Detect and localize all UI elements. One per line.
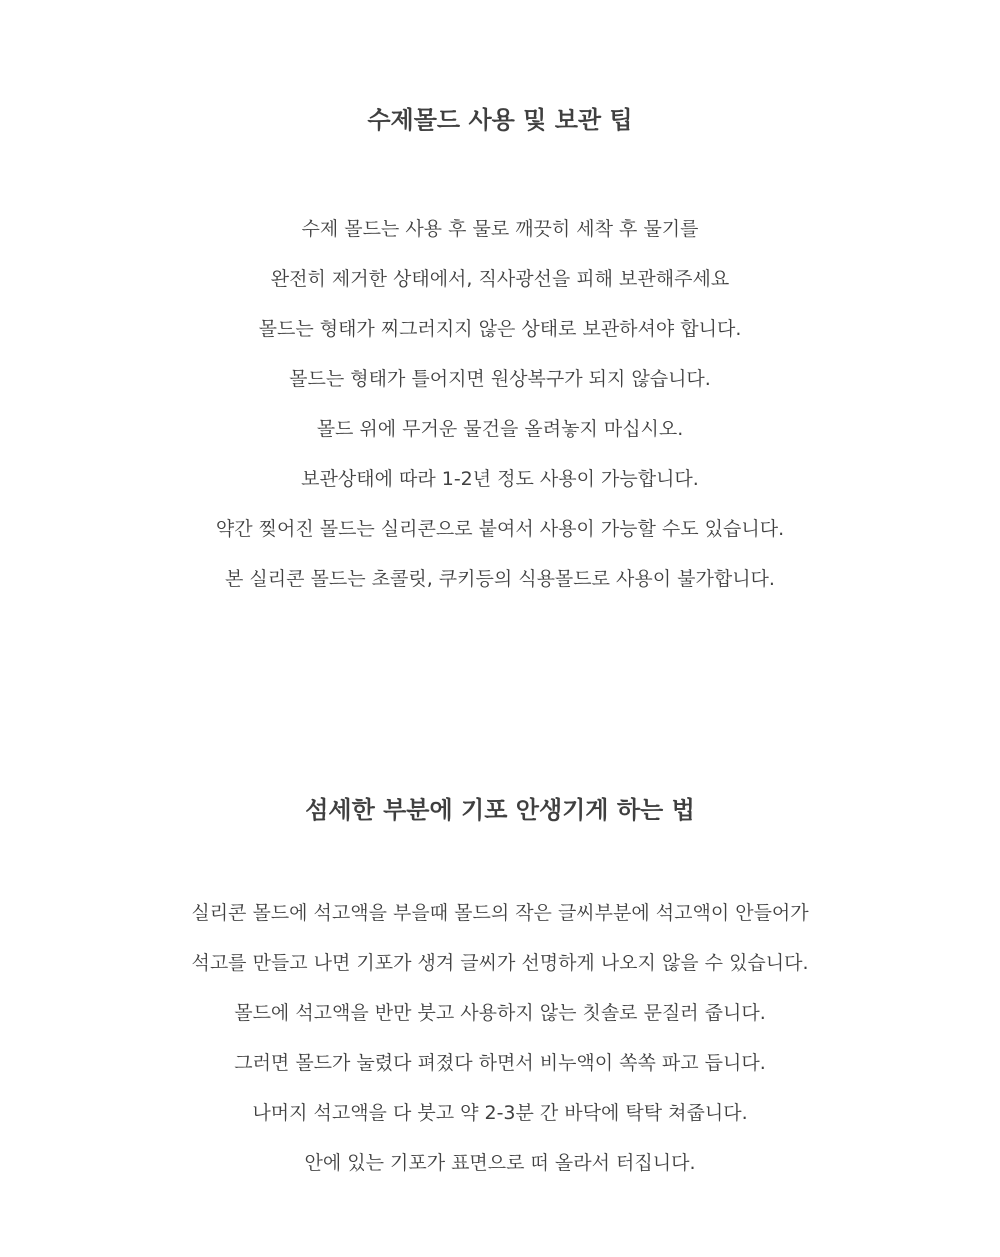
care-tip-line: 몰드는 형태가 틀어지면 원상복구가 되지 않습니다. [289,368,711,390]
care-tip-line: 완전히 제거한 상태에서, 직사광선을 피해 보관해주세요 [270,268,730,290]
bubble-tip-line: 안에 있는 기포가 표면으로 떠 올라서 터집니다. [304,1152,696,1174]
care-tips-title: 수제몰드 사용 및 보관 팁 [367,106,633,134]
care-tip-line: 약간 찢어진 몰드는 실리콘으로 붙여서 사용이 가능할 수도 있습니다. [215,518,785,540]
bubble-tips-title: 섬세한 부분에 기포 안생기게 하는 법 [305,796,695,824]
bubble-tips-section [0,790,1000,1188]
care-tip-line: 보관상태에 따라 1-2년 정도 사용이 가능합니다. [301,468,699,490]
bubble-tip-line: 나머지 석고액을 다 붓고 약 2-3분 간 바닥에 탁탁 쳐줍니다. [252,1102,748,1124]
bubble-tip-line: 석고를 만들고 나면 기포가 생겨 글씨가 선명하게 나오지 않을 수 있습니다. [191,952,809,974]
bubble-tip-line: 그러면 몰드가 눌렸다 펴졌다 하면서 비누액이 쏙쏙 파고 듭니다. [234,1052,766,1074]
care-tip-line: 수제 몰드는 사용 후 물로 깨끗히 세착 후 물기를 [301,218,699,240]
bubble-tip-line: 실리콘 몰드에 석고액을 부을때 몰드의 작은 글씨부분에 석고액이 안들어가 [191,902,809,924]
care-tips-list [0,204,1000,604]
care-tip-line: 몰드 위에 무거운 물건을 올려놓지 마십시오. [316,418,684,440]
bubble-tip-line: 몰드에 석고액을 반만 붓고 사용하지 않는 칫솔로 문질러 줍니다. [234,1002,766,1024]
care-tip-line: 본 실리콘 몰드는 초콜릿, 쿠키등의 식용몰드로 사용이 불가합니다. [225,568,775,590]
care-tip-line: 몰드는 형태가 찌그러지지 않은 상태로 보관하셔야 합니다. [258,318,742,340]
care-tips-section [0,100,1000,604]
bubble-tips-list [0,888,1000,1188]
